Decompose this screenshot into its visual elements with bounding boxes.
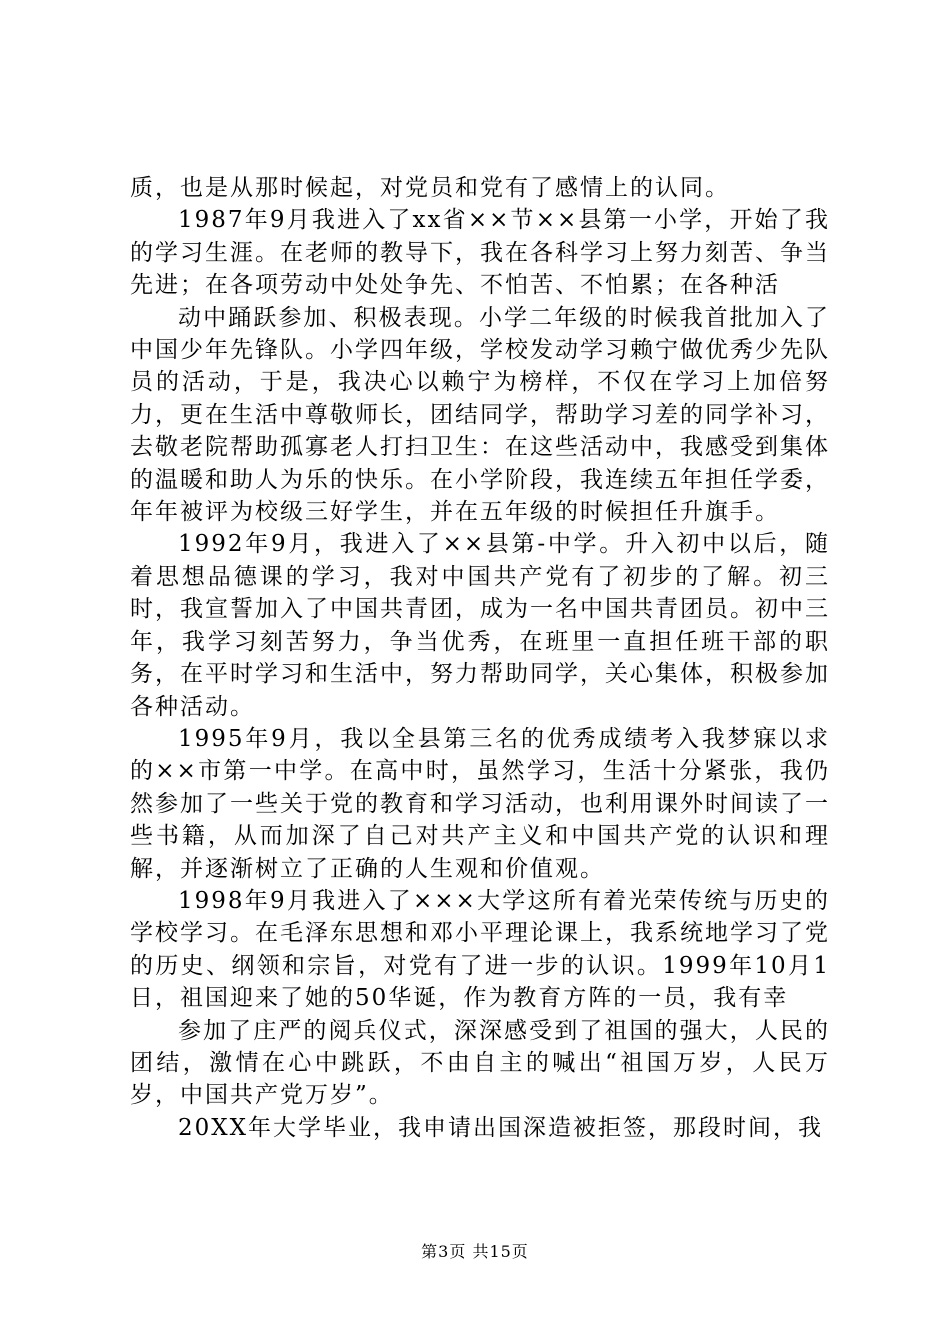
page-number-footer: 第3页 共15页 [421,1242,529,1261]
paragraph-4: 1992年9月，我进入了××县第-中学。升入初中以后，随着思想品德课的学习，我对中国共产党有了初步的了解。初三时，我宣誓加入了中国共青团，成为一名中国共青团员。初中三年，我学习刻苦努力，争当优秀，在班里一直担任班干部的职务，在平时学习和生活中，努力帮助同学，关心集体，积极参加各种活动。 [130,531,830,720]
paragraph-8: 20XX年大学毕业，我申请出国深造被拒签，那段时间，我 [178,1114,824,1141]
document-body [130,172,830,1144]
paragraph-6: 1998年9月我进入了×××大学这所有着光荣传统与历史的学校学习。在毛泽东思想和邓小平理论课上，我系统地学习了党的历史、纲领和宗旨，对党有了进一步的认识。1999年10月1日，祖国迎来了她的50华诞，作为教育方阵的一员，我有幸 [130,887,830,1012]
paragraph-1: 质，也是从那时候起，对党员和党有了感情上的认同。 [130,175,730,201]
paragraph-7: 参加了庄严的阅兵仪式，深深感受到了祖国的强大，人民的团结，激情在心中跳跃，不由自主的喊出“祖国万岁，人民万岁，中国共产党万岁”。 [130,1017,830,1109]
paragraph-5: 1995年9月，我以全县第三名的优秀成绩考入我梦寐以求的××市第一中学。在高中时，虽然学习，生活十分紧张，我仍然参加了一些关于党的教育和学习活动，也利用课外时间读了一些书籍，从而加深了自己对共产主义和中国共产党的认识和理解，并逐渐树立了正确的人生观和价值观。 [130,725,830,882]
paragraph-2: 1987年9月我进入了xx省××节××县第一小学，开始了我的学习生涯。在老师的教导下，我在各科学习上努力刻苦、争当先进；在各项劳动中处处争先、不怕苦、不怕累；在各种活 [130,207,830,299]
paragraph-3: 动中踊跃参加、积极表现。小学二年级的时候我首批加入了中国少年先锋队。小学四年级，学校发动学习赖宁做优秀少先队员的活动，于是，我决心以赖宁为榜样，不仅在学习上加倍努力，更在生活中尊敬师长，团结同学，帮助学习差的同学补习，去敬老院帮助孤寡老人打扫卫生：在这些活动中，我感受到集体的温暖和助人为乐的快乐。在小学阶段，我连续五年担任学委，年年被评为校级三好学生，并在五年级的时候担任升旗手。 [130,304,830,526]
